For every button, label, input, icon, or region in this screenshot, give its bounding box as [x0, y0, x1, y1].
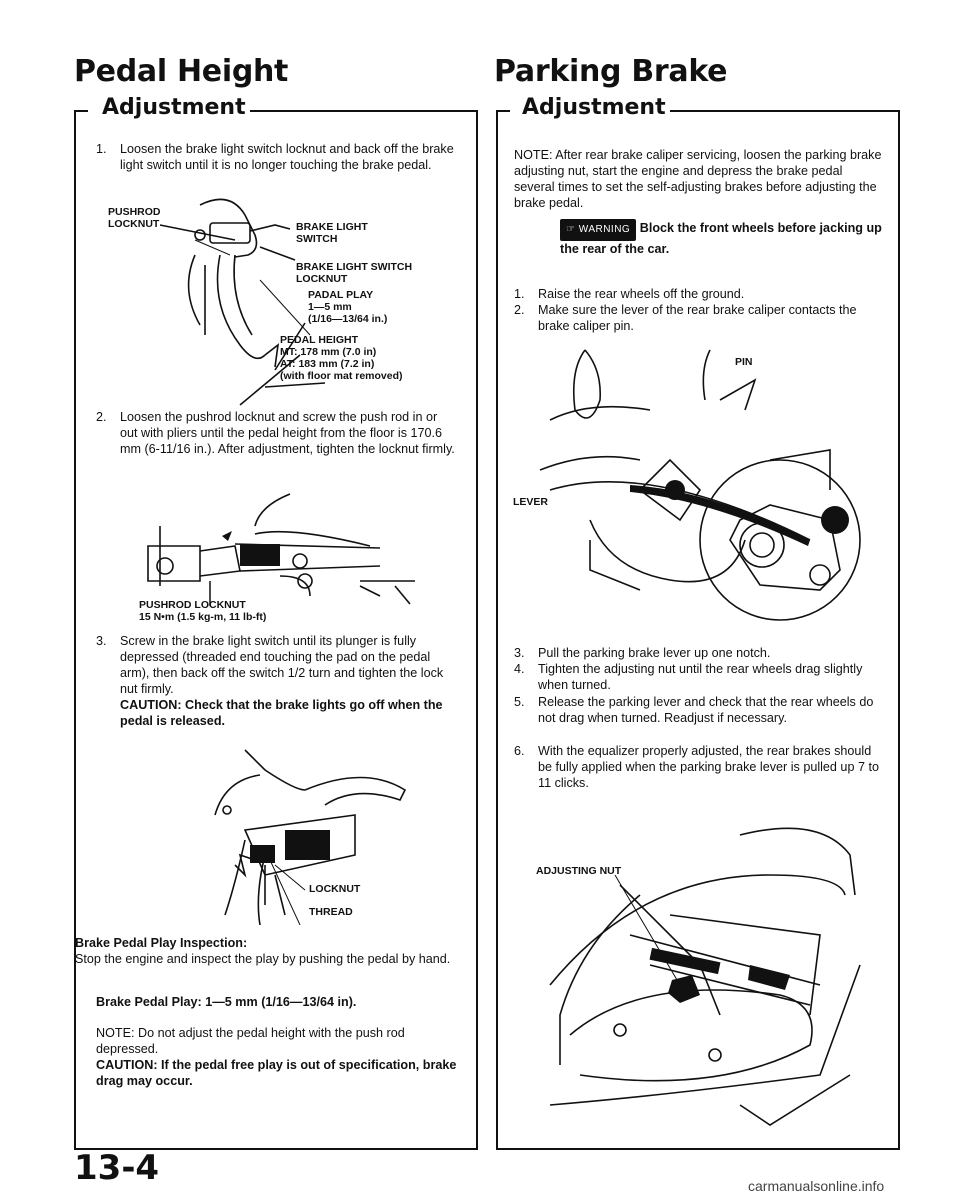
left-step-2: [96, 409, 458, 457]
brake-pedal-play-spec: Brake Pedal Play: 1—5 mm (1/16—13/64 in).: [96, 995, 357, 1009]
label-line: 1—5 mm: [308, 301, 352, 313]
fig1-switch-locknut-label: [296, 261, 412, 285]
fig1-brake-light-switch-label: [296, 221, 368, 245]
right-panel-top-rule: [664, 110, 898, 112]
fig-lever-label: LEVER: [513, 496, 549, 508]
right-note: NOTE: After rear brake caliper servicing, loosen the parking brake adjusting nut, start the engine and depress the brake pedal several times to set the self-adjusting brakes before adjusting the brake pedal.: [514, 148, 882, 210]
label-line: MT: 178 mm (7.0 in): [280, 346, 377, 358]
step-text: Make sure the lever of the rear brake caliper contacts the brake caliper pin.: [538, 303, 857, 333]
right-step-4: [514, 661, 886, 693]
fig2-pushrod-locknut-label: PUSHROD LOCKNUT: [139, 599, 246, 611]
label-line: AT: 183 mm (7.2 in): [280, 358, 375, 370]
note-text: NOTE: Do not adjust the pedal height with the push rod depressed.: [96, 1026, 405, 1056]
step-text: Tighten the adjusting nut until the rear wheels drag slightly when turned.: [538, 662, 863, 692]
fig2-torque-spec: 15 N•m (1.5 kg-m, 11 lb-ft): [139, 611, 267, 623]
label-line: (1/16—13/64 in.): [308, 313, 388, 325]
right-step-3: [514, 645, 886, 661]
label-line: LOCKNUT: [108, 218, 160, 230]
step-text: Loosen the brake light switch locknut and back off the brake light switch until it is no longer touching the brake pedal.: [120, 142, 454, 172]
right-step-1: [514, 286, 886, 302]
caution-text: CAUTION: If the pedal free play is out of specification, brake drag may occur.: [96, 1058, 457, 1088]
step-text: Screw in the brake light switch until its plunger is fully depressed (threaded end touching the pad on the pedal arm), then back off the switch 1/2 turn and tighten the lock nut firmly.: [120, 634, 444, 696]
left-step-3: [96, 633, 458, 729]
left-subsection-title: Adjustment: [98, 95, 250, 120]
step-number: 5.: [514, 695, 525, 709]
label-line: BRAKE LIGHT SWITCH: [296, 261, 413, 273]
step-text: With the equalizer properly adjusted, the rear brakes should be fully applied when the parking brake lever is pulled up 7 to 11 clicks.: [538, 744, 879, 790]
step-number: 3.: [96, 634, 107, 648]
fig-adjusting-nut-label: ADJUSTING NUT: [536, 865, 622, 877]
brake-light-switch-diagram: [205, 745, 415, 925]
fig-pin-label: PIN: [735, 356, 753, 368]
label-line: SWITCH: [296, 233, 338, 245]
inspection-text: Stop the engine and inspect the play by pushing the pedal by hand.: [75, 952, 451, 966]
step-caution: CAUTION: Check that the brake lights go off when the pedal is released.: [120, 698, 443, 728]
left-note: [96, 1025, 458, 1089]
right-warning: [560, 219, 886, 257]
label-line: (with floor mat removed): [280, 370, 403, 382]
fig1-pedal-height-label: [280, 334, 403, 382]
right-step-6: [514, 743, 886, 791]
step-number: 1.: [96, 142, 107, 156]
label-line: PEDAL HEIGHT: [280, 334, 358, 346]
fig1-pushrod-locknut-label: [108, 206, 161, 230]
warning-text: Block the front wheels before jacking up the rear of the car.: [560, 221, 882, 256]
caliper-lever-diagram: [530, 340, 875, 630]
label-line: PUSHROD: [108, 206, 161, 218]
step-text: Pull the parking brake lever up one notch.: [538, 646, 771, 660]
step-number: 4.: [514, 662, 525, 676]
step-number: 3.: [514, 646, 525, 660]
fig3-thread-label: THREAD: [309, 906, 353, 918]
right-section-title: Parking Brake: [494, 54, 728, 89]
warning-badge: [560, 219, 636, 241]
inspection-block: [75, 935, 459, 967]
hand-icon: ☞: [566, 224, 576, 235]
watermark: carmanualsonline.info: [748, 1178, 885, 1194]
fig1-padal-play-label: [308, 289, 387, 325]
label-line: PADAL PLAY: [308, 289, 374, 301]
adjusting-nut-diagram: [520, 815, 880, 1130]
step-number: 2.: [514, 303, 525, 317]
right-step-5: [514, 694, 886, 726]
step-text: Release the parking lever and check that the rear wheels do not drag when turned. Readjust if necessary.: [538, 695, 874, 725]
step-number: 6.: [514, 744, 525, 758]
label-line: LOCKNUT: [296, 273, 348, 285]
pushrod-pliers-diagram: [140, 486, 460, 606]
inspection-title: Brake Pedal Play Inspection:: [75, 936, 248, 950]
right-subsection-title: Adjustment: [518, 95, 670, 120]
left-step-1: [96, 141, 458, 173]
warning-badge-label: WARNING: [578, 224, 631, 235]
right-step-2: [514, 302, 886, 334]
page-number: 13-4: [74, 1148, 160, 1188]
fig3-locknut-label: LOCKNUT: [309, 883, 361, 895]
left-section-title: Pedal Height: [74, 54, 289, 89]
step-number: 2.: [96, 410, 107, 424]
step-text: Loosen the pushrod locknut and screw the push rod in or out with pliers until the pedal height from the floor is 170.6 mm (6-11/16 in.). After adjustment, tighten the locknut firmly.: [120, 410, 455, 456]
step-text: Raise the rear wheels off the ground.: [538, 287, 745, 301]
label-line: BRAKE LIGHT: [296, 221, 368, 233]
step-number: 1.: [514, 287, 525, 301]
left-panel-top-rule-start: [74, 110, 88, 112]
right-panel-top-rule-start: [496, 110, 510, 112]
